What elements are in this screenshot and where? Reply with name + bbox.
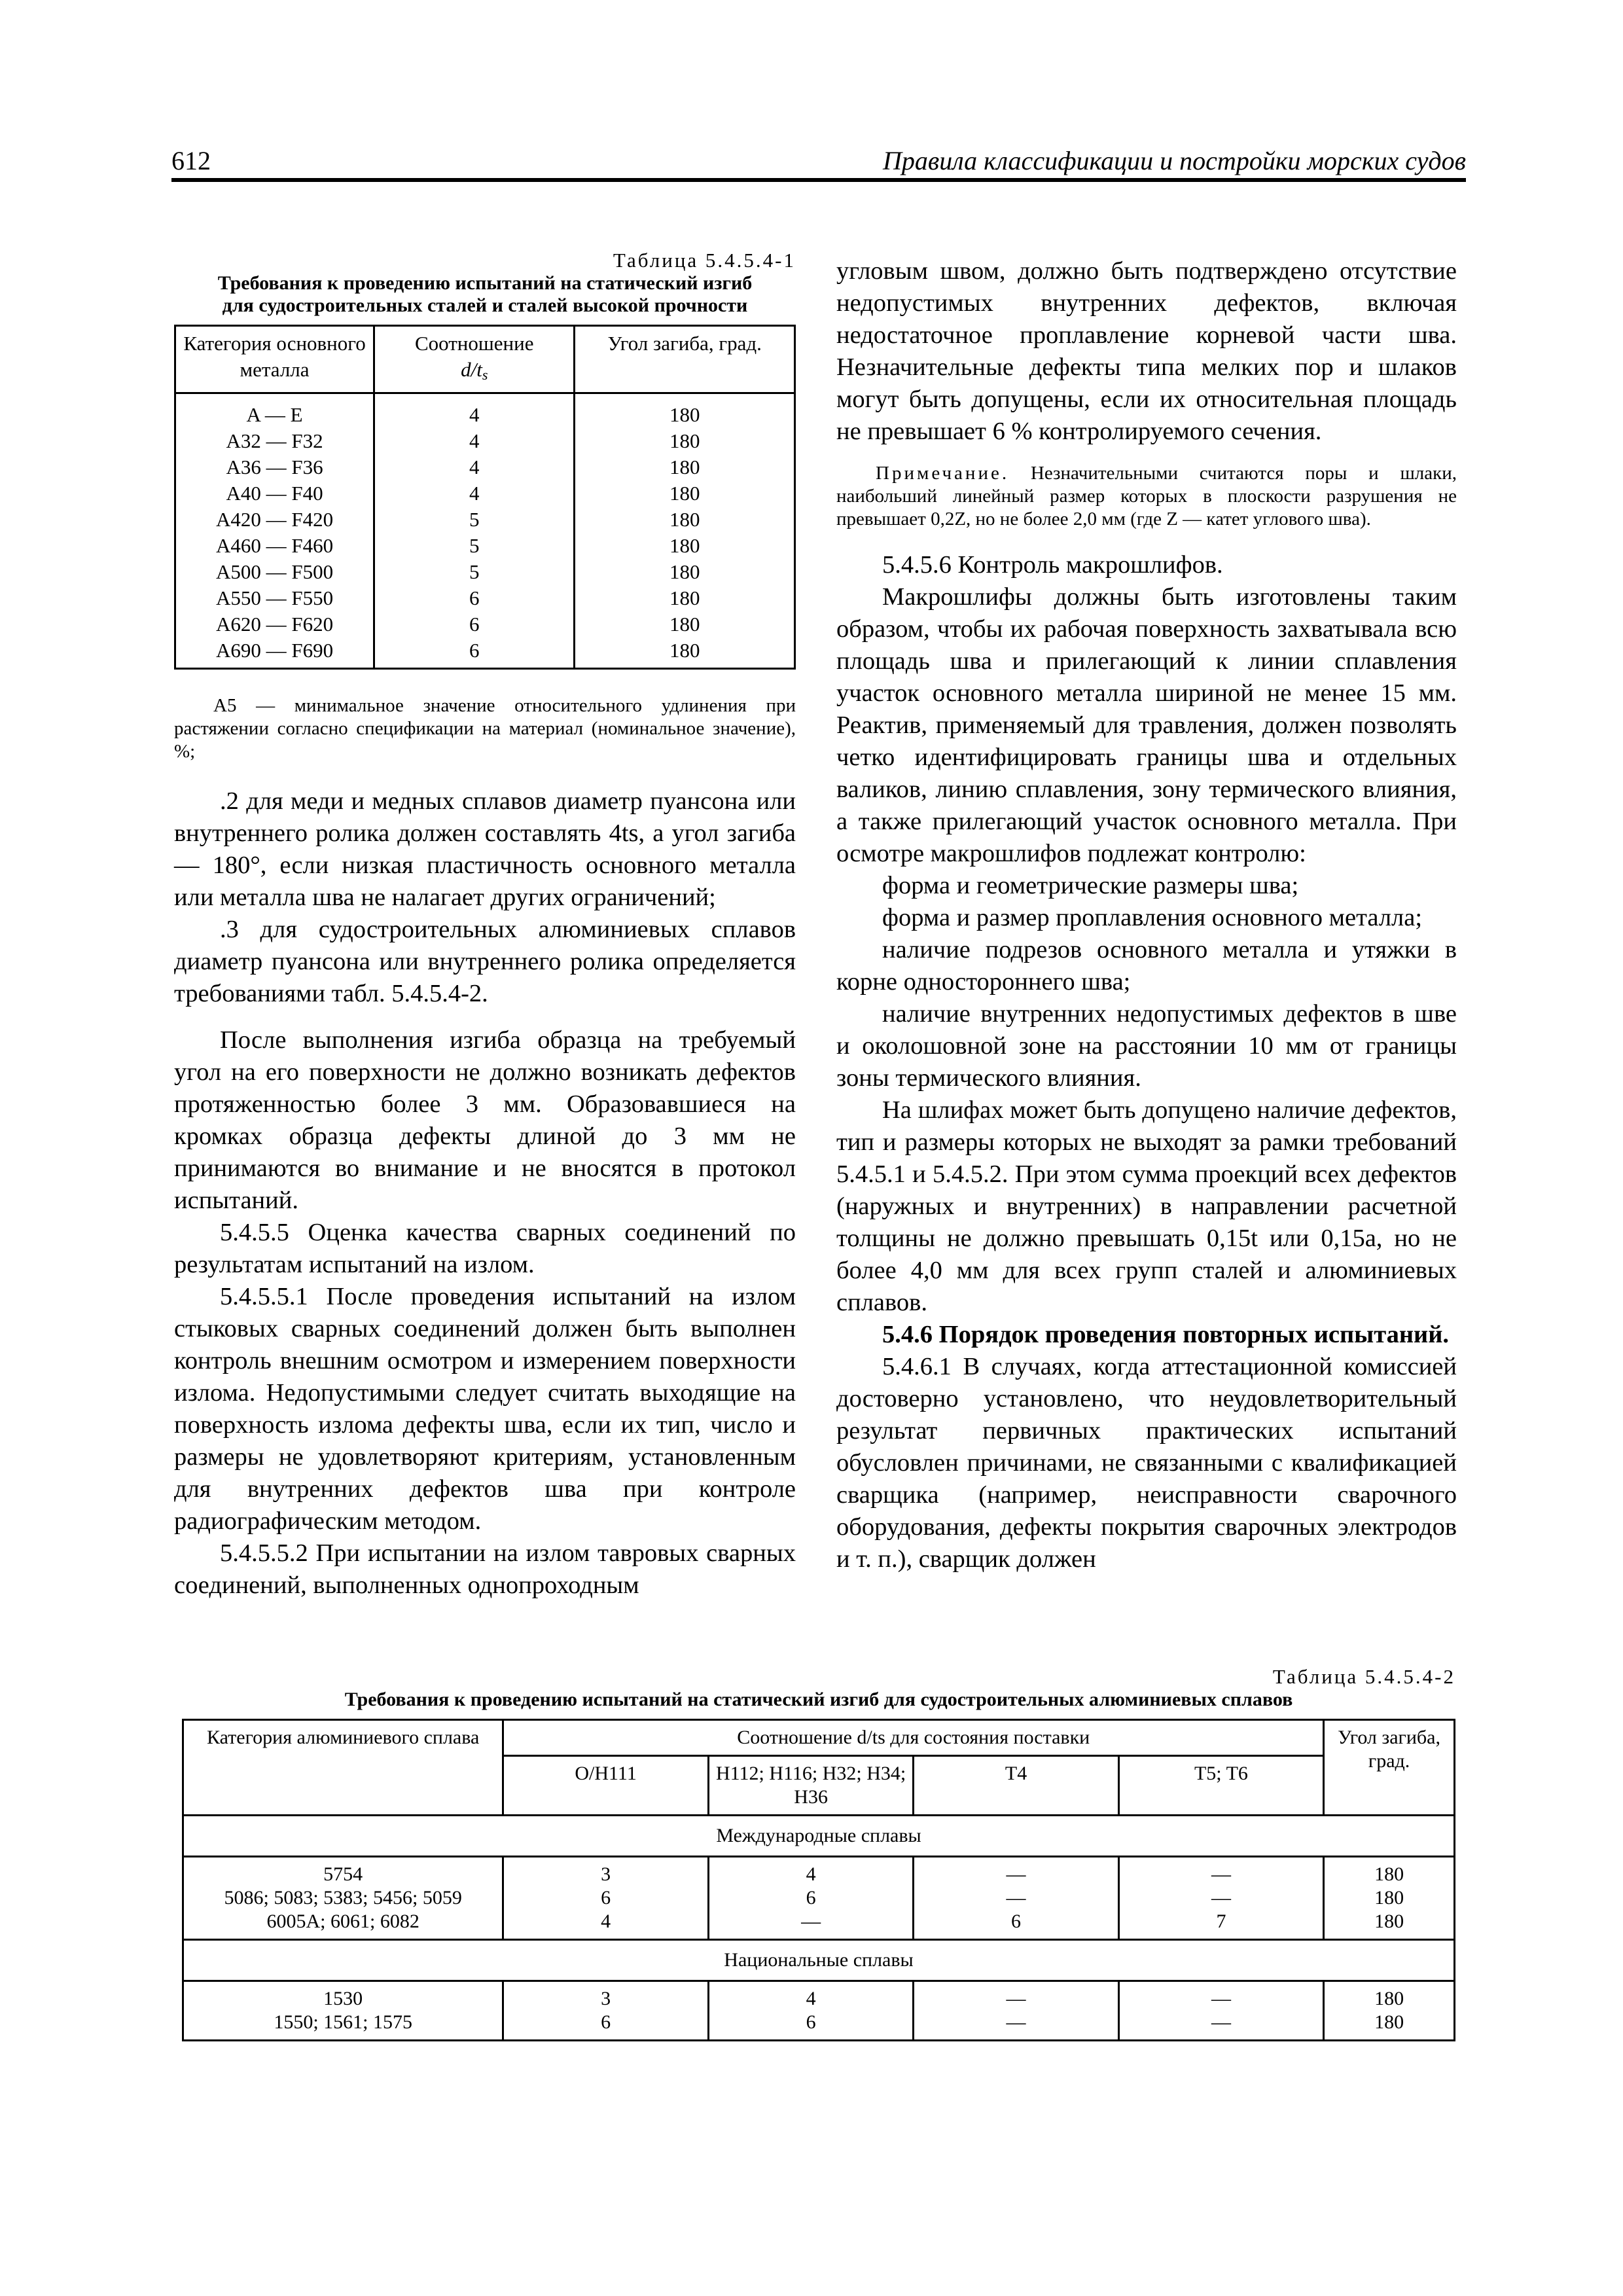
table2-group2-body bbox=[183, 1981, 1455, 2041]
table2-col-oh111 bbox=[503, 1981, 709, 2041]
note-block bbox=[836, 462, 1457, 531]
table-cell: 4 bbox=[469, 403, 480, 426]
paragraph-5-4-5-5-2: 5.4.5.5.2 При испытании на излом тавровых сварных соединений, выполненных однопроходным bbox=[174, 1539, 796, 1599]
table1-title-line1: Требования к проведению испытаний на статический изгиб bbox=[217, 272, 753, 294]
table2-col-angle bbox=[1324, 1857, 1455, 1940]
table-cell: 4 bbox=[601, 1910, 611, 1932]
table2-title: Требования к проведению испытаний на статический изгиб для судостроительных алюминиевых сплавов bbox=[344, 1689, 1293, 1710]
table1-header-angle: Угол загиба, град. bbox=[575, 326, 795, 393]
table-cell: — bbox=[801, 1910, 821, 1932]
table-cell: A620 — F620 bbox=[215, 613, 334, 636]
table-cell: 6 bbox=[601, 1887, 611, 1909]
table-cell: 180 bbox=[669, 586, 700, 609]
header-rule bbox=[171, 178, 1466, 182]
table1-header-ratio bbox=[374, 326, 575, 393]
table1-header-ratio-symbol: $d/t_s$ bbox=[461, 358, 488, 383]
table-cell: A500 — F500 bbox=[215, 560, 334, 583]
table-cell: 4 bbox=[469, 482, 480, 505]
table2-col-t5t6 bbox=[1118, 1857, 1323, 1940]
table2-group-international: Международные сплавы bbox=[183, 1816, 1455, 1857]
table2-col-angle bbox=[1324, 1981, 1455, 2041]
table-cell: A690 — F690 bbox=[215, 639, 334, 662]
table2-subheader: H112; H116; H32; H34; H36 bbox=[708, 1756, 913, 1816]
table-cell: A32 — F32 bbox=[226, 429, 323, 452]
table1-col-ratio bbox=[374, 393, 575, 669]
table2-group-national: Национальные сплавы bbox=[183, 1940, 1455, 1981]
paragraph-defects-sum: На шлифах может быть допущено наличие дефектов, тип и размеры которых не выходят за рамки требований 5.4.5.1 и 5.4.5.2. При этом сумма проекций всех дефектов (наружных и внутренних) в направлении расчетной толщины не должно превышать 0,15t или 0,15a, но не более 4,0 мм для всех групп сталей и алюминиевых сплавов. bbox=[836, 1096, 1457, 1316]
table-cell: A36 — F36 bbox=[226, 456, 323, 478]
table2 bbox=[182, 1719, 1455, 2041]
table-cell: 5754 bbox=[323, 1863, 363, 1885]
list-item: наличие внутренних недопустимых дефектов в шве и околошовной зоне на расстоянии 10 мм от границы зоны термического влияния. bbox=[836, 1000, 1457, 1092]
table-cell: 7 bbox=[1216, 1910, 1226, 1932]
table-cell: 180 bbox=[1374, 1863, 1404, 1885]
table1-col-angle bbox=[575, 393, 795, 669]
table-cell: 3 bbox=[601, 1988, 611, 2009]
table1 bbox=[174, 325, 796, 670]
list-item: форма и размер проплавления основного металла; bbox=[882, 904, 1423, 931]
table-cell: 1530 bbox=[323, 1988, 363, 2009]
table-cell: 3 bbox=[601, 1863, 611, 1885]
table1-col-category bbox=[175, 393, 374, 669]
table-cell: 5086; 5083; 5383; 5456; 5059 bbox=[224, 1887, 462, 1909]
table2-header-category: Категория алюминиевого сплава bbox=[183, 1720, 503, 1816]
paragraph-fillet-weld: угловым швом, должно быть подтверждено отсутствие недопустимых внутренних дефектов, включая недостаточное проплавление корневой части шва. Незначительные дефекты типа мелких пор и шлаков могут быть допущены, если их относительная площадь не превышает 6 % контролируемого сечения. bbox=[836, 257, 1457, 445]
table-cell: 6 bbox=[469, 613, 480, 636]
table-cell: — bbox=[1006, 1988, 1026, 2009]
table2-col-h112 bbox=[708, 1857, 913, 1940]
table2-header-row bbox=[183, 1720, 1455, 1756]
table-cell: 6 bbox=[1011, 1910, 1022, 1932]
table-cell: — bbox=[1006, 1887, 1026, 1909]
left-column bbox=[174, 249, 796, 1602]
table2-col-oh111 bbox=[503, 1857, 709, 1940]
table-cell: 180 bbox=[669, 560, 700, 583]
table1-header-ratio-label: Соотношение bbox=[414, 332, 534, 355]
table-cell: — bbox=[1211, 1887, 1231, 1909]
table2-col-t4 bbox=[914, 1857, 1118, 1940]
table1-title-line2: для судостроительных сталей и сталей высокой прочности bbox=[222, 295, 748, 316]
list-item: наличие подрезов основного металла и утяжки в корне одностороннего шва; bbox=[836, 936, 1457, 996]
table-cell: 180 bbox=[669, 403, 700, 426]
table-cell: 4 bbox=[469, 429, 480, 452]
table-cell: — bbox=[1006, 1863, 1026, 1885]
table2-block bbox=[182, 1665, 1455, 2041]
table-cell: — bbox=[1211, 2011, 1231, 2033]
table2-subheader: T5; T6 bbox=[1118, 1756, 1323, 1816]
paragraph-5-4-5-5: 5.4.5.5 Оценка качества сварных соединений по результатам испытаний на излом. bbox=[174, 1219, 796, 1278]
table2-subheader: T4 bbox=[914, 1756, 1118, 1816]
table2-group1-body bbox=[183, 1857, 1455, 1940]
table2-col-category bbox=[183, 1857, 503, 1940]
table2-col-t4 bbox=[914, 1981, 1118, 2041]
paragraph-5-4-5-6: 5.4.5.6 Контроль макрошлифов. bbox=[882, 551, 1223, 579]
table-cell: A420 — F420 bbox=[215, 508, 334, 531]
table-cell: — bbox=[1006, 2011, 1026, 2033]
table-cell: 6 bbox=[601, 2011, 611, 2033]
table1-title bbox=[174, 272, 796, 317]
table-cell: 180 bbox=[669, 482, 700, 505]
table2-subheader: O/H111 bbox=[503, 1756, 709, 1816]
table-cell: 4 bbox=[469, 456, 480, 478]
running-title: Правила классификации и постройки морских судов bbox=[882, 146, 1466, 175]
note-text: Незначительными считаются поры и шлаки, наибольший линейный размер которых в плоскости разрушения не превышает 0,2Z, но не более 2,0 мм (где Z — катет углового шва). bbox=[836, 463, 1457, 529]
table-cell: 4 bbox=[806, 1988, 816, 2009]
table2-header-ratio: Соотношение d/ts для состояния поставки bbox=[503, 1720, 1324, 1756]
table2-col-category bbox=[183, 1981, 503, 2041]
table-cell: 180 bbox=[1374, 1910, 1404, 1932]
table-cell: 5 bbox=[469, 508, 480, 531]
table-cell: 4 bbox=[806, 1863, 816, 1885]
list-item: форма и геометрические размеры шва; bbox=[882, 872, 1299, 899]
table1-label: Таблица 5.4.5.4-1 bbox=[613, 249, 796, 272]
table-cell: A — E bbox=[246, 403, 303, 426]
table-cell: 5 bbox=[469, 534, 480, 557]
heading-5-4-6: 5.4.6 Порядок проведения повторных испытаний. bbox=[882, 1321, 1450, 1348]
note-a5: A5 — минимальное значение относительного удлинения при растяжении согласно спецификации на материал (номинальное значение), %; bbox=[174, 695, 796, 762]
table-cell: 180 bbox=[1374, 1988, 1404, 2009]
page-number: 612 bbox=[171, 146, 211, 175]
table1-body bbox=[175, 393, 795, 669]
table-cell: 180 bbox=[669, 639, 700, 662]
table-cell: 180 bbox=[669, 456, 700, 478]
table-cell: 6 bbox=[806, 2011, 816, 2033]
table2-group-row bbox=[183, 1816, 1455, 1857]
table-cell: — bbox=[1211, 1988, 1231, 2009]
paragraph-5-4-6-1: 5.4.6.1 В случаях, когда аттестационной комиссией достоверно установлено, что неудовлетворительный результат первичных практических испытаний обусловлен причинами, не связанными с квалификацией сварщика (например, неисправности сварочного оборудования, дефекты покрытия сварочных электродов и т. п.), сварщик должен bbox=[836, 1353, 1457, 1573]
paragraph-3: .3 для судостроительных алюминиевых сплавов диаметр пуансона или внутреннего ролика определяется требованиями табл. 5.4.5.4-2. bbox=[174, 916, 796, 1007]
table-cell: 180 bbox=[669, 508, 700, 531]
table-cell: A550 — F550 bbox=[215, 586, 334, 609]
table2-col-t5t6 bbox=[1118, 1981, 1323, 2041]
table-cell: 180 bbox=[669, 429, 700, 452]
table-cell: A460 — F460 bbox=[215, 534, 334, 557]
table-cell: 5 bbox=[469, 560, 480, 583]
table2-header-angle: Угол загиба, град. bbox=[1324, 1720, 1455, 1816]
table2-col-h112 bbox=[708, 1981, 913, 2041]
paragraph-2: .2 для меди и медных сплавов диаметр пуансона или внутреннего ролика должен составлять 4ts, а угол загиба — 180°, если низкая пластичность основного металла или металла шва не налагает других ограничений; bbox=[174, 787, 796, 911]
right-column bbox=[836, 255, 1457, 1575]
table-cell: 180 bbox=[669, 613, 700, 636]
table-cell: 1550; 1561; 1575 bbox=[274, 2011, 412, 2033]
table1-header-category: Категория основного металла bbox=[175, 326, 374, 393]
table-cell: 180 bbox=[1374, 2011, 1404, 2033]
table-cell: — bbox=[1211, 1863, 1231, 1885]
table-cell: 180 bbox=[1374, 1887, 1404, 1909]
paragraph-macro-sections: Макрошлифы должны быть изготовлены таким образом, чтобы их рабочая поверхность захватывала всю площадь шва и прилегающий к линии сплавления участок основного металла шириной не менее 15 мм. Реактив, применяемый для травления, должен позволять четко идентифицировать границы шва и отдельных валиков, линию сплавления, зону термического влияния, а также прилегающий участок основного металла. При осмотре макрошлифов подлежат контролю: bbox=[836, 583, 1457, 867]
table-cell: 6 bbox=[469, 639, 480, 662]
table-cell: 6 bbox=[469, 586, 480, 609]
paragraph-after-bend: После выполнения изгиба образца на требуемый угол на его поверхности не должно возникать дефектов протяженностью более 3 мм. Образовавшиеся на кромках образца дефекты длиной до 3 мм не принимаются во внимание и не вносятся в протокол испытаний. bbox=[174, 1026, 796, 1214]
table-cell: 6005A; 6061; 6082 bbox=[266, 1910, 419, 1932]
table2-group-row bbox=[183, 1940, 1455, 1981]
table1-header-row bbox=[175, 326, 795, 393]
paragraph-5-4-5-5-1: 5.4.5.5.1 После проведения испытаний на излом стыковых сварных соединений должен быть выполнен контроль внешним осмотром и измерением поверхности излома. Недопустимыми следует считать выходящие на поверхность излома дефекты шва, если их тип, число и размеры не удовлетворяют критериям, установленным для внутренних дефектов шва при контроле радиографическим методом. bbox=[174, 1283, 796, 1535]
table-cell: A40 — F40 bbox=[226, 482, 323, 505]
table-cell: 180 bbox=[669, 534, 700, 557]
note-label: Примечание. bbox=[876, 463, 1010, 484]
table2-label: Таблица 5.4.5.4-2 bbox=[1272, 1665, 1455, 1688]
table-cell: 6 bbox=[806, 1887, 816, 1909]
